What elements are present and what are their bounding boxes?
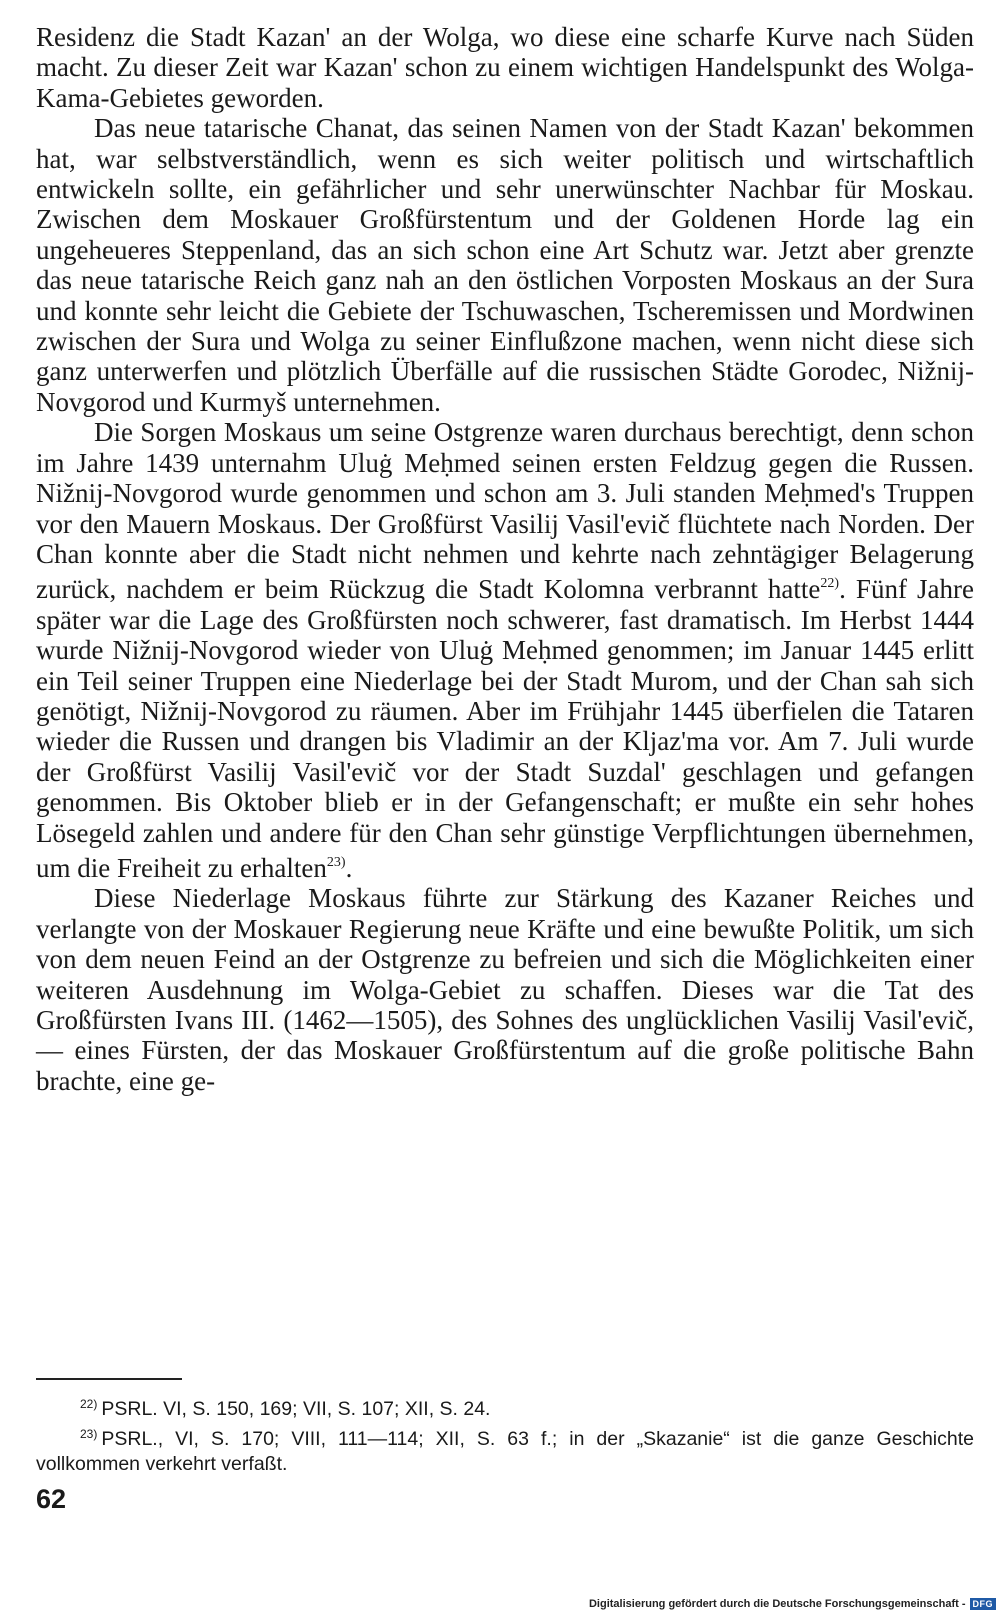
dfg-logo: DFG	[970, 1598, 997, 1610]
paragraph-text: Diese Niederlage Moskaus führte zur Stärkung des Kazaner Reiches und verlangte von der Moskauer Regierung neue Kräfte und eine bewußte Politik, um sich von dem neuen Feind an der Ostgrenze zu befreien und sich die Möglichkeiten einer weiteren Ausdehnung im Wolga-Gebiet zu schaffen. Dieses war die Tat des Großfürsten Ivans III. (1462—1505), des Sohnes des unglücklichen Vasilij Vasil'evič, — eines Fürsten, der das Moskauer Großfürstentum auf die große politische Bahn brachte, eine ge-	[36, 883, 974, 1096]
paragraph-text: Residenz die Stadt Kazan' an der Wolga, wo diese eine scharfe Kurve nach Süden macht. Zu dieser Zeit war Kazan' schon zu einem wichtigen Handelspunkt des Wolga-Kama-Gebietes geworden.	[36, 22, 974, 113]
paragraph-2	[36, 113, 974, 417]
paragraph-text: .	[345, 852, 353, 883]
footnote-22	[36, 1392, 974, 1422]
footnote-divider	[36, 1378, 182, 1380]
footnotes	[36, 1392, 974, 1477]
footnote-text: PSRL. VI, S. 150, 169; VII, S. 107; XII, S. 24.	[101, 1398, 491, 1420]
digitization-credit	[589, 1598, 996, 1610]
footnote-number: 23)	[80, 1427, 98, 1441]
paragraph-3	[36, 417, 974, 883]
credit-text: Digitalisierung gefördert durch die Deutsche Forschungsgemeinschaft -	[588, 1598, 966, 1610]
paragraph-4	[36, 883, 974, 1096]
footnote-23	[36, 1422, 974, 1477]
footnote-text: PSRL., VI, S. 170; VIII, 111—114; XII, S. 63 f.; in der „Skazanie“ ist die ganze Geschichte vollkommen verkehrt verfaßt.	[36, 1428, 974, 1475]
page-number: 62	[36, 1484, 67, 1514]
footnote-number: 22)	[80, 1397, 98, 1411]
body-text	[36, 22, 974, 1096]
footnote-ref-22: 22)	[820, 576, 840, 592]
footnote-ref-23: 23)	[326, 854, 346, 870]
paragraph-text: Das neue tatarische Chanat, das seinen Namen von der Stadt Kazan' bekommen hat, war selbstverständlich, wenn es sich weiter politisch und wirtschaftlich entwickeln sollte, ein gefährlicher und sehr unerwünschter Nachbar für Moskau. Zwischen dem Moskauer Großfürstentum und der Goldenen Horde lag ein ungeheueres Steppenland, das an sich schon eine Art Schutz war. Jetzt aber grenzte das neue tatarische Reich ganz nah an den östlichen Vorposten Moskaus an der Sura und konnte sehr leicht die Gebiete der Tschuwaschen, Tscheremissen und Mordwinen zwischen der Sura und Wolga zu seiner Einflußzone machen, wenn nicht diese sich ganz unterwerfen und plötzlich Überfälle auf die russischen Städte Gorodec, Nižnij-Novgorod und Kurmyš unternehmen.	[36, 113, 974, 417]
paragraph-text: Die Sorgen Moskaus um seine Ostgrenze waren durchaus berechtigt, denn schon im Jahre 1439 unternahm Uluġ Meḥmed seinen ersten Feldzug gegen die Russen. Nižnij-Novgorod wurde genommen und schon am 3. Juli standen Meḥmed's Truppen vor den Mauern Moskaus. Der Großfürst Vasilij Vasil'evič flüchtete nach Norden. Der Chan konnte aber die Stadt nicht nehmen und kehrte nach zehntägiger Belagerung zurück, nachdem er beim Rückzug die Stadt Kolomna verbrannt hatte	[36, 417, 974, 605]
paragraph-1	[36, 22, 974, 113]
paragraph-text: . Fünf Jahre später war die Lage des Großfürsten noch schwerer, fast dramatisch. Im Herbst 1444 wurde Nižnij-Novgorod wieder von Uluġ Meḥmed genommen; im Januar 1445 erlitt ein Teil seiner Truppen eine Niederlage bei der Stadt Murom, und der Chan sah sich genötigt, Nižnij-Novgorod zu räumen. Aber im Frühjahr 1445 überfielen die Tataren wieder die Russen und drangen bis Vladimir an der Kljaz'ma vor. Am 7. Juli wurde der Großfürst Vasilij Vasil'evič vor der Stadt Suzdal' geschlagen und gefangen genommen. Bis Oktober blieb er in der Gefangenschaft; er mußte ein sehr hohes Lösegeld zahlen und andere für den Chan sehr günstige Verpflichtungen übernehmen, um die Freiheit zu erhalten	[36, 574, 975, 883]
